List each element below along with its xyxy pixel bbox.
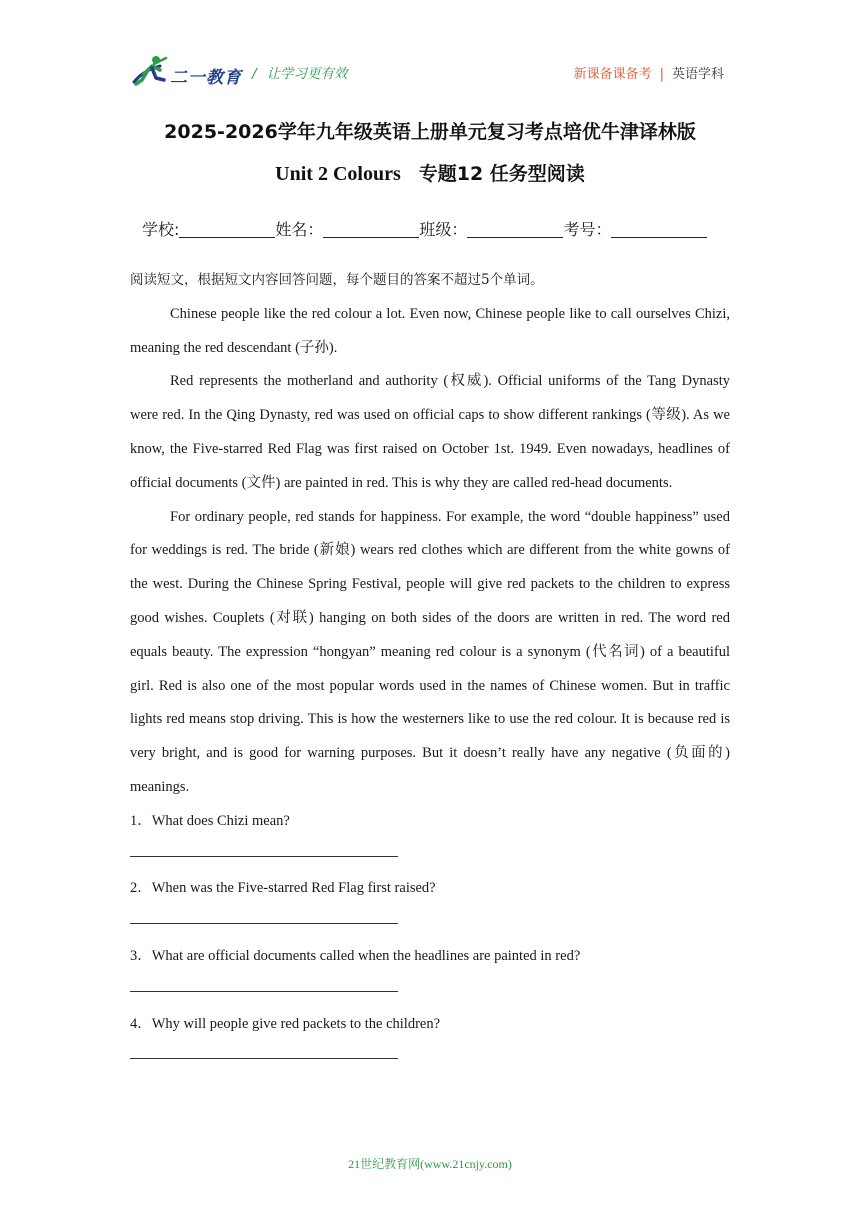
answer-line-3[interactable] xyxy=(130,966,398,992)
paragraph-3: For ordinary people, red stands for happiness. For example, the word “double happiness” used for weddings is red. The bride (新娘) wears red clothes which are different from the white gowns of the west. During the Chinese Spring Festival, people will give red packets to the children to express good wishes. Couplets (对联) hanging on both sides of the doors are written in red. The word red equals beauty. The expression “hongyan” meaning red colour is a synonym (代名词) of a beautiful girl. Red is also one of the most popular words used in the names of Chinese women. But in traffic lights red means stop driving. This is how the westerners like to use the red colour. It is because red is very bright, and is good for warning purposes. But it doesn’t really have any negative (负面的) meanings. xyxy=(130,508,730,795)
student-info xyxy=(142,217,707,240)
question-block-4 xyxy=(130,1008,730,1076)
question-4: 4．Why will people give red packets to the children? xyxy=(130,1015,441,1032)
header-right xyxy=(574,63,724,82)
question-2: 2．When was the Five-starred Red Flag first raised? xyxy=(130,880,436,897)
header-separator: | xyxy=(659,67,664,82)
document-subtitle xyxy=(0,159,860,186)
name-field[interactable] xyxy=(323,221,419,238)
name-label: 姓名： xyxy=(275,220,324,239)
answer-line-1[interactable] xyxy=(130,831,398,857)
school-label: 学校: xyxy=(142,220,180,239)
class-field[interactable] xyxy=(467,221,563,238)
paragraph-2: Red represents the motherland and authority (权威). Official uniforms of the Tang Dynasty were red. In the Qing Dynasty, red was used on official caps to show different rankings (等级). As we know, the Five-starred Red Flag was first raised on October 1st. 1949. Even nowadays, headlines of official documents (文件) are painted in red. This is why they are called red-head documents. xyxy=(130,373,730,491)
subject-label: 英语学科 xyxy=(671,67,724,82)
answer-line-4[interactable] xyxy=(130,1033,398,1059)
unit-title: Unit 2 Colours xyxy=(275,163,401,185)
site-logo xyxy=(130,52,242,92)
question-1: 1．What does Chizi mean? xyxy=(130,812,290,829)
page-header xyxy=(130,52,730,92)
question-3: 3．What are official documents called when the headlines are painted in red? xyxy=(130,947,581,964)
course-label: 新课备课备考 xyxy=(573,67,652,82)
slogan-text: 让学习更有效 xyxy=(266,66,348,82)
logo-text: 二一教育 xyxy=(170,68,242,88)
instructions: 阅读短文，根据短文内容回答问题，每个题目的答案不超过5个单词。 xyxy=(130,272,544,288)
slogan: / 让学习更有效 xyxy=(252,66,348,82)
topic-title: 专题12 任务型阅读 xyxy=(418,163,585,185)
question-block-2 xyxy=(130,872,730,940)
paragraph-1: Chinese people like the red colour a lot. Even now, Chinese people like to call ourselves Chizi, meaning the red descendant (子孙). xyxy=(130,305,730,356)
reading-content xyxy=(130,264,730,1075)
number-label: 考号： xyxy=(563,220,612,239)
school-field[interactable] xyxy=(179,221,275,238)
answer-line-2[interactable] xyxy=(130,898,398,924)
class-label: 班级： xyxy=(419,220,468,239)
page-footer: 21世纪教育网(www.21cnjy.com) xyxy=(348,1157,512,1171)
document-title: 2025-2026学年九年级英语上册单元复习考点培优牛津译林版 xyxy=(164,121,696,143)
question-block-3 xyxy=(130,940,730,1008)
question-block-1 xyxy=(130,805,730,873)
number-field[interactable] xyxy=(611,221,707,238)
runner-icon xyxy=(130,52,172,92)
